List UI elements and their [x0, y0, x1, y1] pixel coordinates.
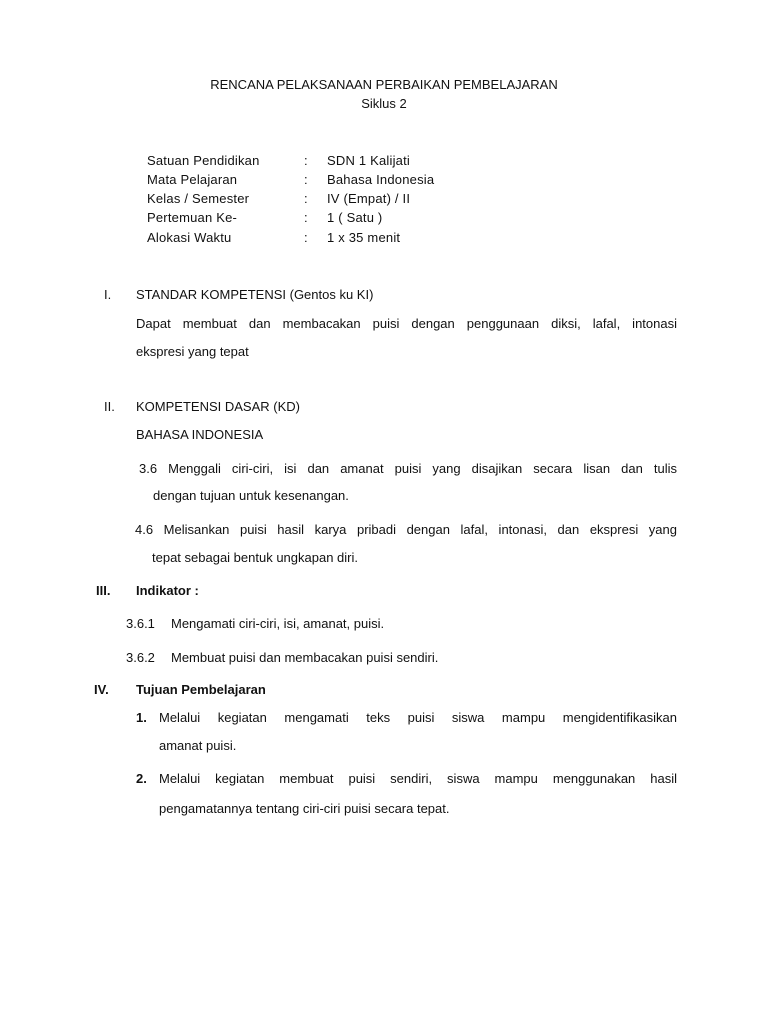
section-number: I.	[104, 287, 112, 302]
section-heading: KOMPETENSI DASAR (KD)	[136, 399, 300, 414]
section-heading: Tujuan Pembelajaran	[136, 682, 266, 697]
kd-line: 3.6 Menggali ciri-ciri, isi dan amanat puisi yang disajikan secara lisan dan tulis	[139, 461, 677, 476]
indicator-text: Membuat puisi dan membacakan puisi sendiri.	[171, 650, 439, 665]
identity-value: SDN 1 Kalijati	[327, 153, 410, 168]
identity-label: Pertemuan Ke-	[147, 210, 238, 225]
paragraph-line: ekspresi yang tepat	[136, 344, 249, 359]
identity-separator: :	[304, 153, 308, 168]
identity-value: Bahasa Indonesia	[327, 172, 435, 187]
identity-value: 1 x 35 menit	[327, 230, 401, 245]
paragraph-line: Dapat membuat dan membacakan puisi dengan penggunaan diksi, lafal, intonasi	[136, 316, 677, 331]
objective-line: pengamatannya tentang ciri-ciri puisi secara tepat.	[159, 801, 450, 816]
identity-separator: :	[304, 172, 308, 187]
objective-line: amanat puisi.	[159, 738, 237, 753]
section-number: IV.	[94, 682, 109, 697]
section-number: II.	[104, 399, 115, 414]
identity-label: Kelas / Semester	[147, 191, 250, 206]
section-heading: Indikator :	[136, 583, 199, 598]
document-subtitle: Siklus 2	[361, 96, 407, 111]
indicator-number: 3.6.2	[126, 650, 155, 665]
indicator-number: 3.6.1	[126, 616, 155, 631]
identity-value: IV (Empat) / II	[327, 191, 411, 206]
identity-separator: :	[304, 230, 308, 245]
kd-line: tepat sebagai bentuk ungkapan diri.	[152, 550, 358, 565]
objective-line: Melalui kegiatan membuat puisi sendiri, siswa mampu menggunakan hasil	[159, 771, 677, 786]
indicator-text: Mengamati ciri-ciri, isi, amanat, puisi.	[171, 616, 385, 631]
identity-label: Alokasi Waktu	[147, 230, 232, 245]
section-number: III.	[96, 583, 111, 598]
kd-line: dengan tujuan untuk kesenangan.	[153, 488, 349, 503]
section-heading: STANDAR KOMPETENSI (Gentos ku KI)	[136, 287, 374, 302]
document-title: RENCANA PELAKSANAAN PERBAIKAN PEMBELAJARAN	[210, 77, 558, 92]
objective-number: 2.	[136, 771, 147, 786]
objective-number: 1.	[136, 710, 147, 725]
identity-label: Satuan Pendidikan	[147, 153, 260, 168]
objective-line: Melalui kegiatan mengamati teks puisi siswa mampu mengidentifikasikan	[159, 710, 677, 725]
kd-line: 4.6 Melisankan puisi hasil karya pribadi dengan lafal, intonasi, dan ekspresi yang	[135, 522, 677, 537]
identity-separator: :	[304, 210, 308, 225]
identity-value: 1 ( Satu )	[327, 210, 383, 225]
subheading: BAHASA INDONESIA	[136, 427, 264, 442]
identity-label: Mata Pelajaran	[147, 172, 238, 187]
identity-separator: :	[304, 191, 308, 206]
